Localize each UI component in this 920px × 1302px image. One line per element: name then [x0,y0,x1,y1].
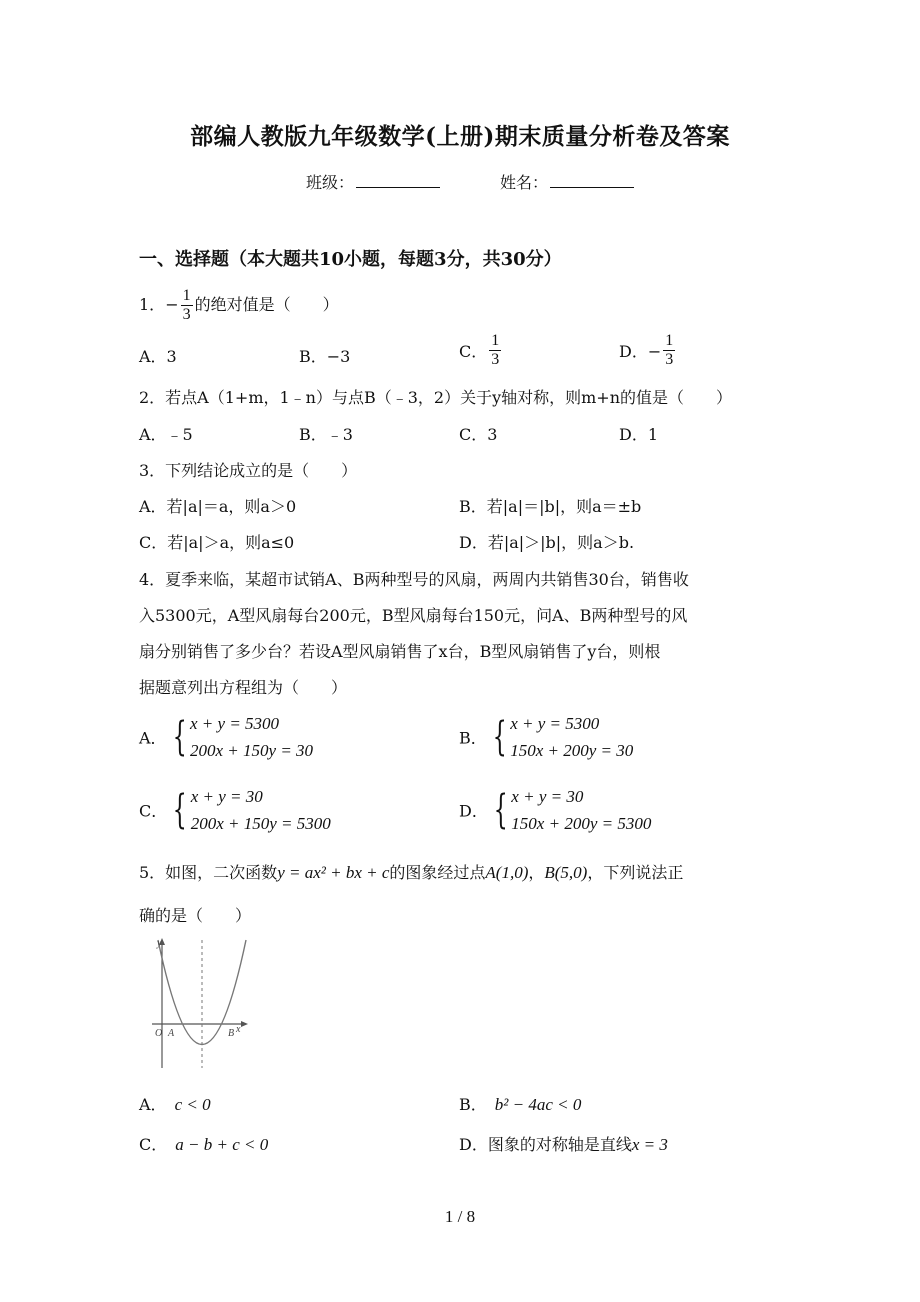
q5-text-end: ，下列说法正 [587,863,684,882]
q1-number: 1． [139,295,166,314]
class-field [306,170,440,193]
class-label: 班级： [306,173,355,192]
q4-b-system [510,710,633,764]
q4-b-eq2: 150x + 200y = 30 [510,741,634,760]
graph-label-a: A [168,1028,175,1039]
q4-a-system [190,710,313,764]
q5-c-expr: a − b + c < 0 [175,1135,269,1154]
q5-a-label: A． [139,1095,167,1114]
q4-line-2: 入5300元，A型风扇每台200元，B型风扇每台150元，问A、B两种型号的风 [139,606,688,625]
q4-d-label: D． [459,801,488,821]
graph-x-arrow [241,1021,248,1027]
q1-option-b: B．−3 [299,347,351,366]
q1-stem: 的绝对值是（ ） [194,295,339,314]
q1-frac-num: 1 [182,287,191,304]
q1-c-fraction [489,332,501,369]
graph-label-x: x [236,1024,241,1035]
q4-option-d [459,783,651,837]
q1-neg: − [165,295,179,314]
q5-b-expr: b² − 4ac < 0 [494,1095,582,1114]
q5-line-2: 确的是（ ） [139,906,252,925]
q1-option-c [459,332,503,369]
q5-parabola-graph [148,934,258,1070]
q5-d-label: D．图象的对称轴是直线 [459,1135,632,1154]
q5-point-b: B(5,0) [544,863,588,882]
q3-option-b: B．若|a|＝|b|，则a＝±b [459,497,642,516]
q4-line-3: 扇分别销售了多少台？若设A型风扇销售了x台，B型风扇销售了y台，则根 [139,642,661,661]
q4-c-brace: { [172,787,187,833]
q1-d-den: 3 [665,351,674,368]
q4-option-b [459,710,633,764]
q5-b-label: B． [459,1095,487,1114]
q5-point-a: A(1,0) [485,863,529,882]
q4-c-label: C． [139,801,168,821]
q2-option-c: C．3 [459,425,498,444]
q1-fraction [181,287,193,324]
q2-option-b: B．﹣3 [299,425,353,444]
q3-option-d: D．若|a|＞|b|，则a＞b. [459,533,635,552]
q3-option-a: A．若|a|＝a，则a＞0 [139,497,297,516]
q4-a-eq2: 200x + 150y = 30 [190,741,314,760]
q4-b-brace: { [492,714,507,760]
q1-c-num: 1 [491,332,500,349]
class-blank[interactable] [356,173,440,188]
q2-option-d: D．1 [619,425,659,444]
q4-option-c [139,783,331,837]
q5-option-c [139,1132,268,1155]
q1-frac-den: 3 [182,306,191,323]
section-heading: 一、选择题（本大题共10小题，每题3分，共30分） [139,249,562,270]
q5-c-label: C． [139,1135,168,1154]
page-title: 部编人教版九年级数学(上册)期末质量分析卷及答案 [190,123,730,150]
q4-d-brace: { [493,787,508,833]
q4-c-eq1: x + y = 30 [190,787,263,806]
q4-b-eq1: x + y = 5300 [510,714,600,733]
q4-d-system [511,783,651,837]
q1-option-a: A．3 [139,347,177,366]
q4-a-eq1: x + y = 5300 [190,714,280,733]
q4-line-4: 据题意列出方程组为（ ） [139,678,348,697]
q4-a-label: A． [139,728,167,748]
q5-a-expr: c < 0 [174,1095,211,1114]
q5-d-expr: x = 3 [631,1135,668,1154]
q1-c-label: C． [459,342,488,361]
q1-option-d [619,332,677,369]
page-number: 1 / 8 [444,1207,476,1226]
q5-text-mid: 的图象经过点 [389,863,486,882]
name-label: 姓名： [500,173,549,192]
q4-d-eq1: x + y = 30 [511,787,584,806]
graph-label-y: y [157,938,162,949]
graph-label-origin: O [155,1028,163,1039]
question-1 [139,287,339,324]
question-3: 3．下列结论成立的是（ ） [139,461,358,480]
q4-option-a [139,710,313,764]
q1-d-num: 1 [665,332,674,349]
q5-option-d [459,1132,668,1155]
q4-line-1: 4．夏季来临，某超市试销A、B两种型号的风扇，两周内共销售30台，销售收 [139,570,689,589]
q4-b-label: B． [459,728,487,748]
q4-c-eq2: 200x + 150y = 5300 [190,814,331,833]
q2-option-a: A．﹣5 [139,425,193,444]
q1-c-den: 3 [491,351,500,368]
q5-option-a [139,1092,211,1115]
q3-option-c: C．若|a|＞a，则a≤0 [139,533,295,552]
q5-separator: ， [528,863,545,882]
name-blank[interactable] [550,173,634,188]
q4-a-brace: { [172,714,187,760]
name-field [500,170,634,193]
q5-intro: 5．如图，二次函数 [139,863,278,882]
q1-d-label: D．− [619,342,662,361]
q4-d-eq2: 150x + 200y = 5300 [511,814,652,833]
q5-option-b [459,1092,581,1115]
q4-c-system [191,783,331,837]
q5-function: y = ax² + bx + c [277,863,390,882]
graph-label-b: B [228,1028,235,1039]
q5-line-1 [139,860,683,883]
question-2: 2．若点A（1+m，1﹣n）与点B（﹣3，2）关于y轴对称，则m+n的值是（ ） [139,388,733,407]
q1-d-fraction [663,332,675,369]
